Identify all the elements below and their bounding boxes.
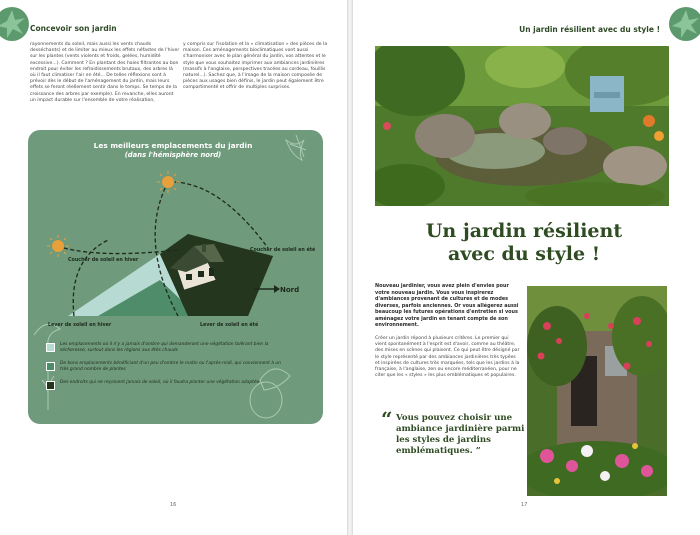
legend-swatch: [46, 343, 55, 352]
running-head: Concevoir son jardin: [30, 24, 117, 33]
chapter-title-line-1: Un jardin résilient: [425, 220, 623, 242]
quote-text: Vous pouvez choisir une ambiance jardinière parmi les styles de jardins emblématiques. ”: [396, 413, 525, 456]
label-north: Nord: [280, 286, 300, 294]
garden-pond-photo: [375, 46, 669, 206]
leaf-ornament-icon: [0, 4, 32, 44]
quote-mark: “: [381, 407, 393, 431]
leaf-ornament-icon: [666, 4, 700, 44]
body-paragraph: Créer un jardin répond à plusieurs critères. Le premier qui vient spontanément à l'esprit est d'avoir, comme au théâtre, des mises en scènes qui plaisent. Ce qui peut être désigné par le style représenté par des ambiances jardinières très typées et inspirées de cultures très marquées, tels que les jardins à la française, à l'anglaise, zen ou encore méditerranéen, pour ne citer que les « styles » les plus emblématiques et populaires.: [375, 336, 520, 379]
page-number: 17: [521, 502, 528, 508]
sun-diagram-panel: [28, 130, 323, 424]
running-head: Un jardin résilient avec du style !: [519, 25, 660, 34]
legend-swatch: [46, 362, 55, 371]
diagram-subtitle: (dans l'hémisphère nord): [124, 151, 222, 159]
label-winter-sunset: Coucher de soleil en hiver: [68, 258, 139, 263]
diagram-title: Les meilleurs emplacements du jardin: [93, 141, 253, 150]
legend-text: De bons emplacements bénéficiant d'un peu d'ombre le matin ou l'après-midi, qui conviennent à un très grand nombre de plantes: [60, 361, 281, 372]
legend-text: Les emplacements où il n'y a jamais d'ombre qui demanderont une végétation tolérant bien la sécheresse, surtout dans les régions aux étés chauds: [60, 342, 269, 353]
chapter-title-line-2: avec du style !: [447, 243, 601, 265]
body-column-1: rayonnements du soleil, mais aussi les vents chauds desséchants) et de limiter au mieux les effets néfastes de l'hiver sur les plantes (vents violents et froids, gelées, humidité excessive...). Comment ? En plantant des haies filtrantes au bon endroit pour éviter les refroidissements brutaux, des arbres là où il faut climatiser l'air en été... De telles réflexions sont à prévoir dès le début de l'aménagement du jardin, mais leurs effets se feront réellement sentir dans le temps. Se temps de la croissance des arbres par exemple). En revanche, elles auront un impact durable sur l'ensemble de votre réalisation,: [30, 42, 180, 103]
garden-door-photo: [527, 286, 667, 496]
left-page: [0, 0, 347, 535]
intro-paragraph: Nouveau jardinier, vous avez plein d'envies pour votre nouveau jardin. Vous vous inspirerez d'ambiances provenant de cultures et de modes diverses, parfois anciennes. Or vous alléger​ez aussi beaucoup les futures opérations d'entretien si vous aménagez votre jardin en tenant compte de son environnement.: [375, 283, 519, 328]
label-summer-sunrise: Lever de soleil en été: [200, 323, 259, 328]
body-column-2: y compris sur l'isolation et la « climatisation » des pièces de la maison. Ces aménagements bioclimatiques vont aussi s'harmoniser avec le plan général du jardin, vos attentes et le style que vous souhaitez imprimer aux ambiances jardinières (massifs à l'anglaise, perspectives tracées au cordeau, fouillis naturel...). Sachez que, à l'image de la maison composée de pièces aux usages bien définis, le jardin peut également être compartimenté et offrir de multiples surprises.: [183, 42, 328, 91]
legend-text: Des endroits qui ne reçoivent jamais de soleil, où il faudra planter une végétation adaptée: [60, 380, 260, 385]
legend-swatch: [46, 381, 55, 390]
right-page: [353, 0, 700, 535]
label-summer-sunset: Coucher de soleil en été: [250, 248, 316, 253]
winter-sun-icon: [47, 235, 69, 257]
page-number: 16: [170, 502, 177, 508]
chapter-title: [365, 220, 683, 266]
label-winter-sunrise: Lever de soleil en hiver: [48, 323, 112, 328]
